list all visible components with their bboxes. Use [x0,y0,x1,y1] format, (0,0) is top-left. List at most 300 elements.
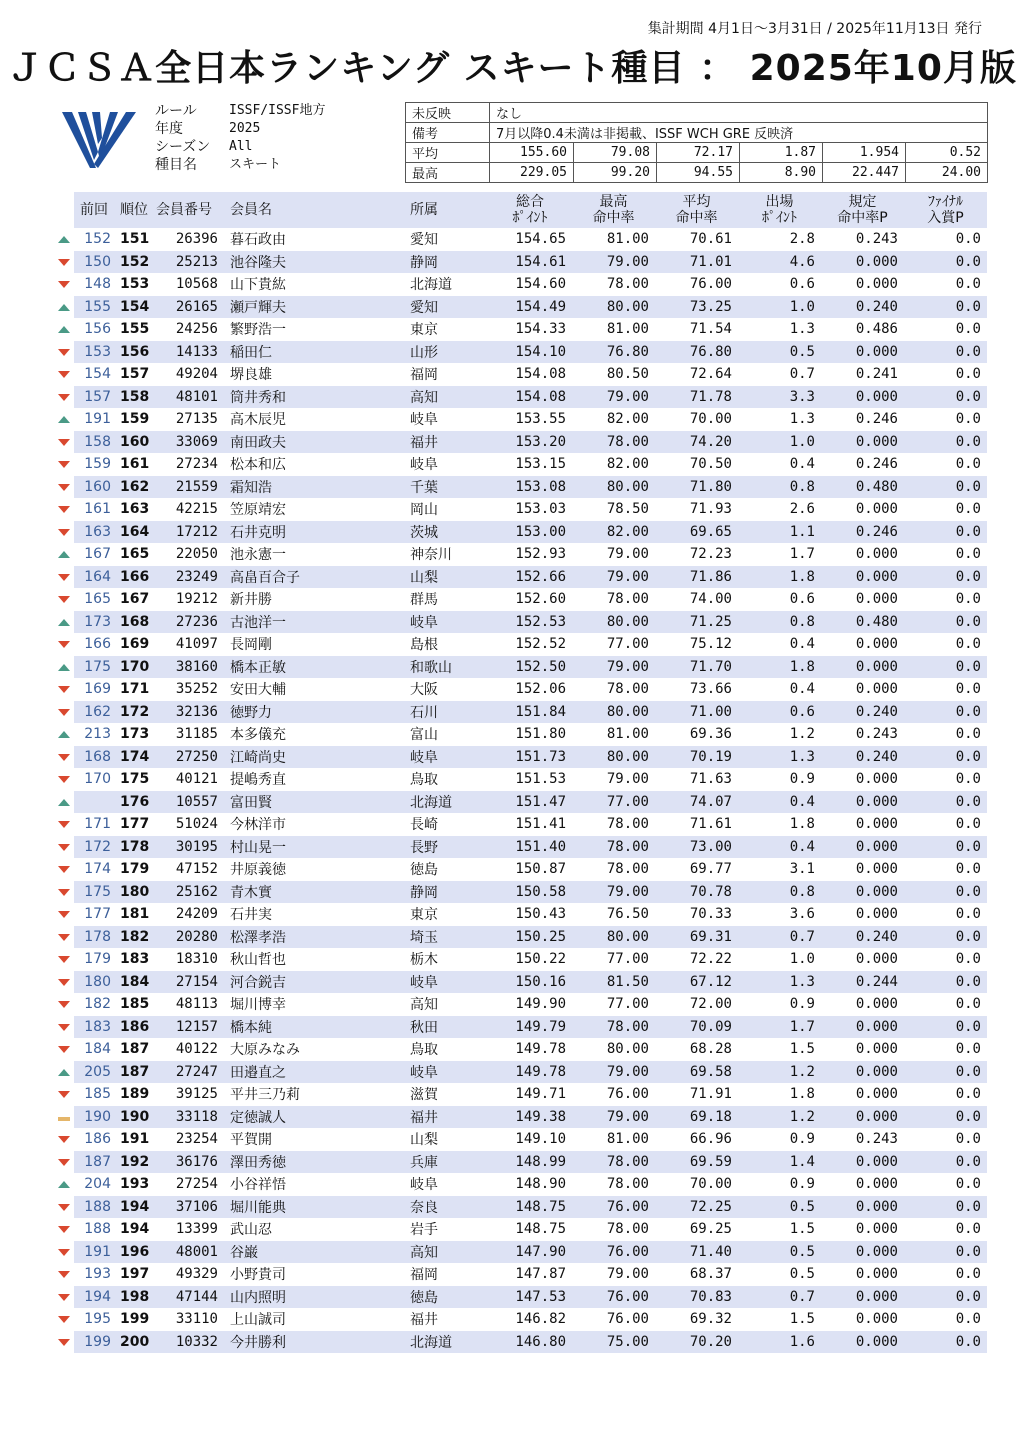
member-id: 27254 [175,1176,218,1193]
triangle-down-icon [58,934,70,941]
total-points: 147.87 [515,1266,566,1283]
appearance-points: 3.6 [789,906,815,923]
appearance-points: 1.5 [789,1041,815,1058]
prefecture: 愛知 [410,232,438,249]
high-hit-rate: 77.00 [606,636,649,653]
prefecture: 福岡 [410,367,438,384]
appearance-points: 1.0 [738,431,821,454]
trend-cell [54,633,74,656]
standard-hit-p: 0.000 [855,636,898,653]
col-rank: 順位 [114,192,150,228]
appearance-points: 1.2 [738,1061,821,1084]
meta-value: All [229,139,253,154]
trend-cell [54,1286,74,1309]
final-prize-p: 0.0 [955,1086,981,1103]
average-value: 1.87 [740,143,823,163]
table-row [54,498,987,521]
trend-cell [54,431,74,454]
trend-cell [54,881,74,904]
standard-hit-p: 0.243 [855,1131,898,1148]
prev-rank: 205 [74,1061,114,1084]
table-row [54,1241,987,1264]
member-name: 山下貴紘 [230,277,286,294]
standard-hit-p: 0.000 [821,1016,904,1039]
standard-hit-p: 0.000 [821,836,904,859]
final-prize-p: 0.0 [955,861,981,878]
triangle-up-icon [58,551,70,558]
prev-rank: 183 [74,1016,114,1039]
prefecture: 岐阜 [410,412,438,429]
total-points: 152.50 [488,656,572,679]
avg-hit-rate: 71.91 [689,1086,732,1103]
high-hit-rate: 81.00 [606,726,649,743]
prefecture: 鳥取 [410,1042,438,1059]
prev-rank: 191 [84,411,111,428]
rank: 197 [120,1266,150,1283]
final-prize-p: 0.0 [955,771,981,788]
prev-rank: 156 [84,321,111,338]
prefecture: 福岡 [410,1267,438,1284]
high-hit-rate: 78.00 [606,816,649,833]
total-points: 152.06 [515,681,566,698]
prev-rank: 194 [74,1286,114,1309]
triangle-down-icon [58,686,70,693]
prefecture: 山形 [404,341,488,364]
rank: 162 [114,476,150,499]
trend-cell [54,341,74,364]
col-high-hit-rate [572,192,655,228]
prefecture: 千葉 [404,476,488,499]
member-id: 17212 [150,521,224,544]
rank: 165 [120,546,150,563]
appearance-points: 1.8 [738,566,821,589]
col-final-prize-p [904,192,987,228]
col-label: 平均 [682,194,711,210]
member-id: 14133 [150,341,224,364]
summary-table [405,102,988,183]
trend-cell [54,296,74,319]
standard-hit-p: 0.000 [821,251,904,274]
col-label: 命中率P [837,210,888,226]
member-id: 33110 [175,1311,218,1328]
member-name: 高木辰児 [230,412,286,429]
member-id: 35252 [175,681,218,698]
member-name: 江崎尚史 [224,746,404,769]
rank: 158 [114,386,150,409]
high-hit-rate: 78.00 [572,1151,655,1174]
member-name: 今林洋市 [230,817,286,834]
table-row [54,611,987,634]
triangle-down-icon [58,349,70,356]
standard-hit-p: 0.240 [821,296,904,319]
total-points: 146.82 [515,1311,566,1328]
table-row [54,1263,987,1286]
triangle-up-icon [58,1069,70,1076]
triangle-down-icon [58,394,70,401]
final-prize-p: 0.0 [904,836,987,859]
trend-cell [54,1128,74,1151]
member-name: 本多儀充 [230,727,286,744]
appearance-points: 1.2 [789,726,815,743]
table-row [54,588,987,611]
high-hit-rate: 77.00 [606,951,649,968]
meta-year [155,120,379,138]
standard-hit-p: 0.000 [821,341,904,364]
appearance-points: 0.4 [738,836,821,859]
prev-rank: 180 [74,971,114,994]
final-prize-p: 0.0 [904,611,987,634]
prev-rank: 193 [84,1266,111,1283]
prefecture: 岐阜 [404,611,488,634]
table-row [54,948,987,971]
rank: 181 [120,906,150,923]
standard-hit-p: 0.000 [821,1151,904,1174]
standard-hit-p: 0.000 [821,791,904,814]
rank: 164 [114,521,150,544]
col-label: 最高 [599,194,628,210]
prev-rank: 174 [84,861,111,878]
table-row [54,543,987,566]
avg-hit-rate: 73.25 [655,296,738,319]
average-value: 79.08 [574,143,657,163]
jcsa-logo [62,112,142,168]
prefecture: 長崎 [410,817,438,834]
appearance-points: 2.6 [789,501,815,518]
table-row [54,296,987,319]
total-points: 151.80 [515,726,566,743]
member-name: 秋山哲也 [230,952,286,969]
triangle-down-icon [58,1001,70,1008]
appearance-points: 1.0 [738,296,821,319]
member-id: 51024 [175,816,218,833]
prev-rank: 177 [84,906,111,923]
table-row [54,386,987,409]
member-id: 30195 [150,836,224,859]
table-row [54,1061,987,1084]
standard-hit-p: 0.246 [855,456,898,473]
prefecture: 高知 [404,386,488,409]
prev-rank: 164 [74,566,114,589]
total-points: 154.10 [488,341,572,364]
final-prize-p: 0.0 [955,1176,981,1193]
total-points: 152.60 [515,591,566,608]
appearance-points: 0.4 [789,456,815,473]
triangle-down-icon [58,1316,70,1323]
total-points: 153.15 [515,456,566,473]
rank: 176 [114,791,150,814]
prefecture: 群馬 [410,592,438,609]
member-id: 25162 [150,881,224,904]
member-name: 南田政夫 [224,431,404,454]
avg-hit-rate: 68.37 [689,1266,732,1283]
appearance-points: 0.8 [738,476,821,499]
meta-value: 2025 [229,121,261,136]
member-name: 提嶋秀直 [230,772,286,789]
triangle-down-icon [58,439,70,446]
final-prize-p: 0.0 [904,476,987,499]
trend-cell [54,1083,74,1106]
triangle-down-icon [58,776,70,783]
high-hit-rate: 78.00 [606,681,649,698]
table-row [54,633,987,656]
appearance-points: 0.9 [789,1176,815,1193]
prefecture: 岐阜 [404,1061,488,1084]
trend-cell [54,273,74,296]
table-row [54,1331,987,1354]
member-id: 36176 [150,1151,224,1174]
triangle-down-icon [58,371,70,378]
rank: 178 [114,836,150,859]
high-hit-rate: 80.00 [572,701,655,724]
trend-cell [54,228,74,251]
final-prize-p: 0.0 [904,521,987,544]
total-points: 152.53 [488,611,572,634]
trend-cell [54,543,74,566]
standard-hit-p: 0.000 [855,501,898,518]
standard-hit-p: 0.000 [821,1106,904,1129]
average-value: 1.954 [823,143,906,163]
prefecture: 高知 [410,997,438,1014]
table-row [54,1218,987,1241]
trend-cell [54,858,74,881]
final-prize-p: 0.0 [904,1241,987,1264]
avg-hit-rate: 71.63 [689,771,732,788]
prev-rank: 171 [84,816,111,833]
avg-hit-rate: 72.23 [689,546,732,563]
standard-hit-p: 0.000 [821,1241,904,1264]
avg-hit-rate: 71.70 [655,656,738,679]
avg-hit-rate: 71.78 [655,386,738,409]
rank: 179 [120,861,150,878]
triangle-down-icon [58,1159,70,1166]
appearance-points: 1.4 [738,1151,821,1174]
total-points: 154.65 [515,231,566,248]
meta-rule [155,102,379,120]
trend-cell [54,768,74,791]
avg-hit-rate: 69.77 [689,861,732,878]
appearance-points: 0.5 [738,1241,821,1264]
high-hit-rate: 77.00 [606,996,649,1013]
high-hit-rate: 78.00 [572,1016,655,1039]
meta-event [155,156,379,174]
high-hit-rate: 80.00 [572,926,655,949]
prev-rank: 184 [84,1041,111,1058]
member-name: 安田大輔 [230,682,286,699]
table-row [54,251,987,274]
prev-rank: 159 [84,456,111,473]
total-points: 154.49 [488,296,572,319]
avg-hit-rate: 71.80 [655,476,738,499]
prev-rank: 168 [74,746,114,769]
avg-hit-rate: 76.80 [655,341,738,364]
standard-hit-p: 0.000 [821,386,904,409]
final-prize-p: 0.0 [955,411,981,428]
col-prefecture: 所属 [404,192,488,228]
appearance-points: 0.5 [738,341,821,364]
standard-hit-p: 0.000 [821,881,904,904]
notes-label: 未反映 [406,103,490,123]
standard-hit-p: 0.000 [821,1286,904,1309]
total-points: 152.93 [515,546,566,563]
col-label: 規定 [848,194,877,210]
rank: 200 [114,1331,150,1354]
total-points: 149.90 [515,996,566,1013]
rank: 170 [114,656,150,679]
prefecture: 福井 [404,431,488,454]
final-prize-p: 0.0 [904,431,987,454]
avg-hit-rate: 69.32 [689,1311,732,1328]
member-id: 27247 [150,1061,224,1084]
final-prize-p: 0.0 [904,251,987,274]
high-hit-rate: 82.00 [606,456,649,473]
triangle-down-icon [58,529,70,536]
total-points: 153.00 [488,521,572,544]
high-hit-rate: 79.00 [572,656,655,679]
standard-hit-p: 0.000 [855,861,898,878]
avg-hit-rate: 71.40 [655,1241,738,1264]
member-id: 33118 [150,1106,224,1129]
member-id: 27135 [175,411,218,428]
final-prize-p: 0.0 [955,231,981,248]
total-points: 149.71 [515,1086,566,1103]
total-points: 151.41 [515,816,566,833]
prev-rank: 169 [84,681,111,698]
prev-rank: 167 [84,546,111,563]
appearance-points: 0.9 [789,996,815,1013]
final-prize-p: 0.0 [955,321,981,338]
prev-rank: 213 [84,726,111,743]
maximum-value: 24.00 [906,163,988,183]
total-points: 148.75 [515,1221,566,1238]
member-id: 48113 [175,996,218,1013]
avg-hit-rate: 75.12 [689,636,732,653]
table-row [54,836,987,859]
member-name: 田邉直之 [224,1061,404,1084]
trend-cell [54,453,74,476]
high-hit-rate: 79.00 [572,1106,655,1129]
final-prize-p: 0.0 [955,951,981,968]
col-label: ﾎﾟｲﾝﾄ [762,210,797,226]
rank: 194 [114,1196,150,1219]
final-prize-p: 0.0 [904,701,987,724]
member-id: 27236 [150,611,224,634]
final-prize-p: 0.0 [955,816,981,833]
trend-cell [54,1016,74,1039]
rank: 171 [120,681,150,698]
triangle-down-icon [58,1046,70,1053]
prev-rank: 188 [84,1221,111,1238]
member-id: 27250 [150,746,224,769]
trend-cell [54,408,74,431]
avg-hit-rate: 69.31 [655,926,738,949]
appearance-points: 1.8 [738,656,821,679]
final-prize-p: 0.0 [955,546,981,563]
prev-rank: 179 [84,951,111,968]
member-name: 小谷祥悟 [230,1177,286,1194]
high-hit-rate: 81.50 [572,971,655,994]
appearance-points: 1.8 [789,816,815,833]
trend-cell [54,723,74,746]
triangle-down-icon [58,1339,70,1346]
avg-hit-rate: 71.01 [655,251,738,274]
rank: 169 [120,636,150,653]
meta-key: シーズン [155,139,211,155]
final-prize-p: 0.0 [955,1311,981,1328]
trend-cell [54,1173,74,1196]
col-avg-hit-rate [655,192,738,228]
total-points: 151.40 [488,836,572,859]
prev-rank: 148 [84,276,111,293]
high-hit-rate: 79.00 [606,771,649,788]
trend-cell [54,1263,74,1286]
total-points: 154.61 [488,251,572,274]
triangle-down-icon [58,281,70,288]
member-name: 橋本正敏 [224,656,404,679]
trend-cell [54,251,74,274]
rank: 189 [120,1086,150,1103]
high-hit-rate: 80.00 [572,476,655,499]
table-row [54,746,987,769]
remarks-label: 備考 [406,123,490,143]
avg-hit-rate: 69.65 [655,521,738,544]
final-prize-p: 0.0 [904,1286,987,1309]
final-prize-p: 0.0 [904,341,987,364]
col-label: 命中率 [675,210,718,226]
final-prize-p: 0.0 [904,656,987,679]
final-prize-p: 0.0 [955,456,981,473]
maximum-label: 最高 [406,163,490,183]
appearance-points: 0.4 [789,681,815,698]
trend-cell [54,678,74,701]
appearance-points: 0.7 [738,1286,821,1309]
prefecture: 大阪 [410,682,438,699]
member-name: 小野貴司 [230,1267,286,1284]
member-name: 谷巌 [224,1241,404,1264]
member-id: 48101 [150,386,224,409]
standard-hit-p: 0.000 [855,1266,898,1283]
triangle-up-icon [58,326,70,333]
member-name: 今井勝利 [224,1331,404,1354]
meta-key: ルール [155,103,197,119]
total-points: 150.43 [515,906,566,923]
total-points: 150.25 [488,926,572,949]
standard-hit-p: 0.000 [821,1061,904,1084]
high-hit-rate: 80.00 [572,611,655,634]
col-label: 入賞P [927,210,964,226]
triangle-down-icon [58,641,70,648]
prefecture: 北海道 [404,791,488,814]
maximum-value: 94.55 [657,163,740,183]
total-points: 149.38 [488,1106,572,1129]
col-standard-hit-p [821,192,904,228]
table-row [54,341,987,364]
member-id: 26165 [150,296,224,319]
prefecture: 東京 [410,322,438,339]
member-name: 池谷隆夫 [224,251,404,274]
rank: 190 [114,1106,150,1129]
triangle-up-icon [58,416,70,423]
trend-cell [54,903,74,926]
total-points: 149.10 [515,1131,566,1148]
notes-row [406,103,988,123]
triangle-down-icon [58,461,70,468]
prefecture: 岐阜 [410,1177,438,1194]
prefecture: 奈良 [404,1196,488,1219]
prev-rank [74,791,114,814]
rank: 184 [114,971,150,994]
triangle-down-icon [58,259,70,266]
prev-rank: 161 [84,501,111,518]
